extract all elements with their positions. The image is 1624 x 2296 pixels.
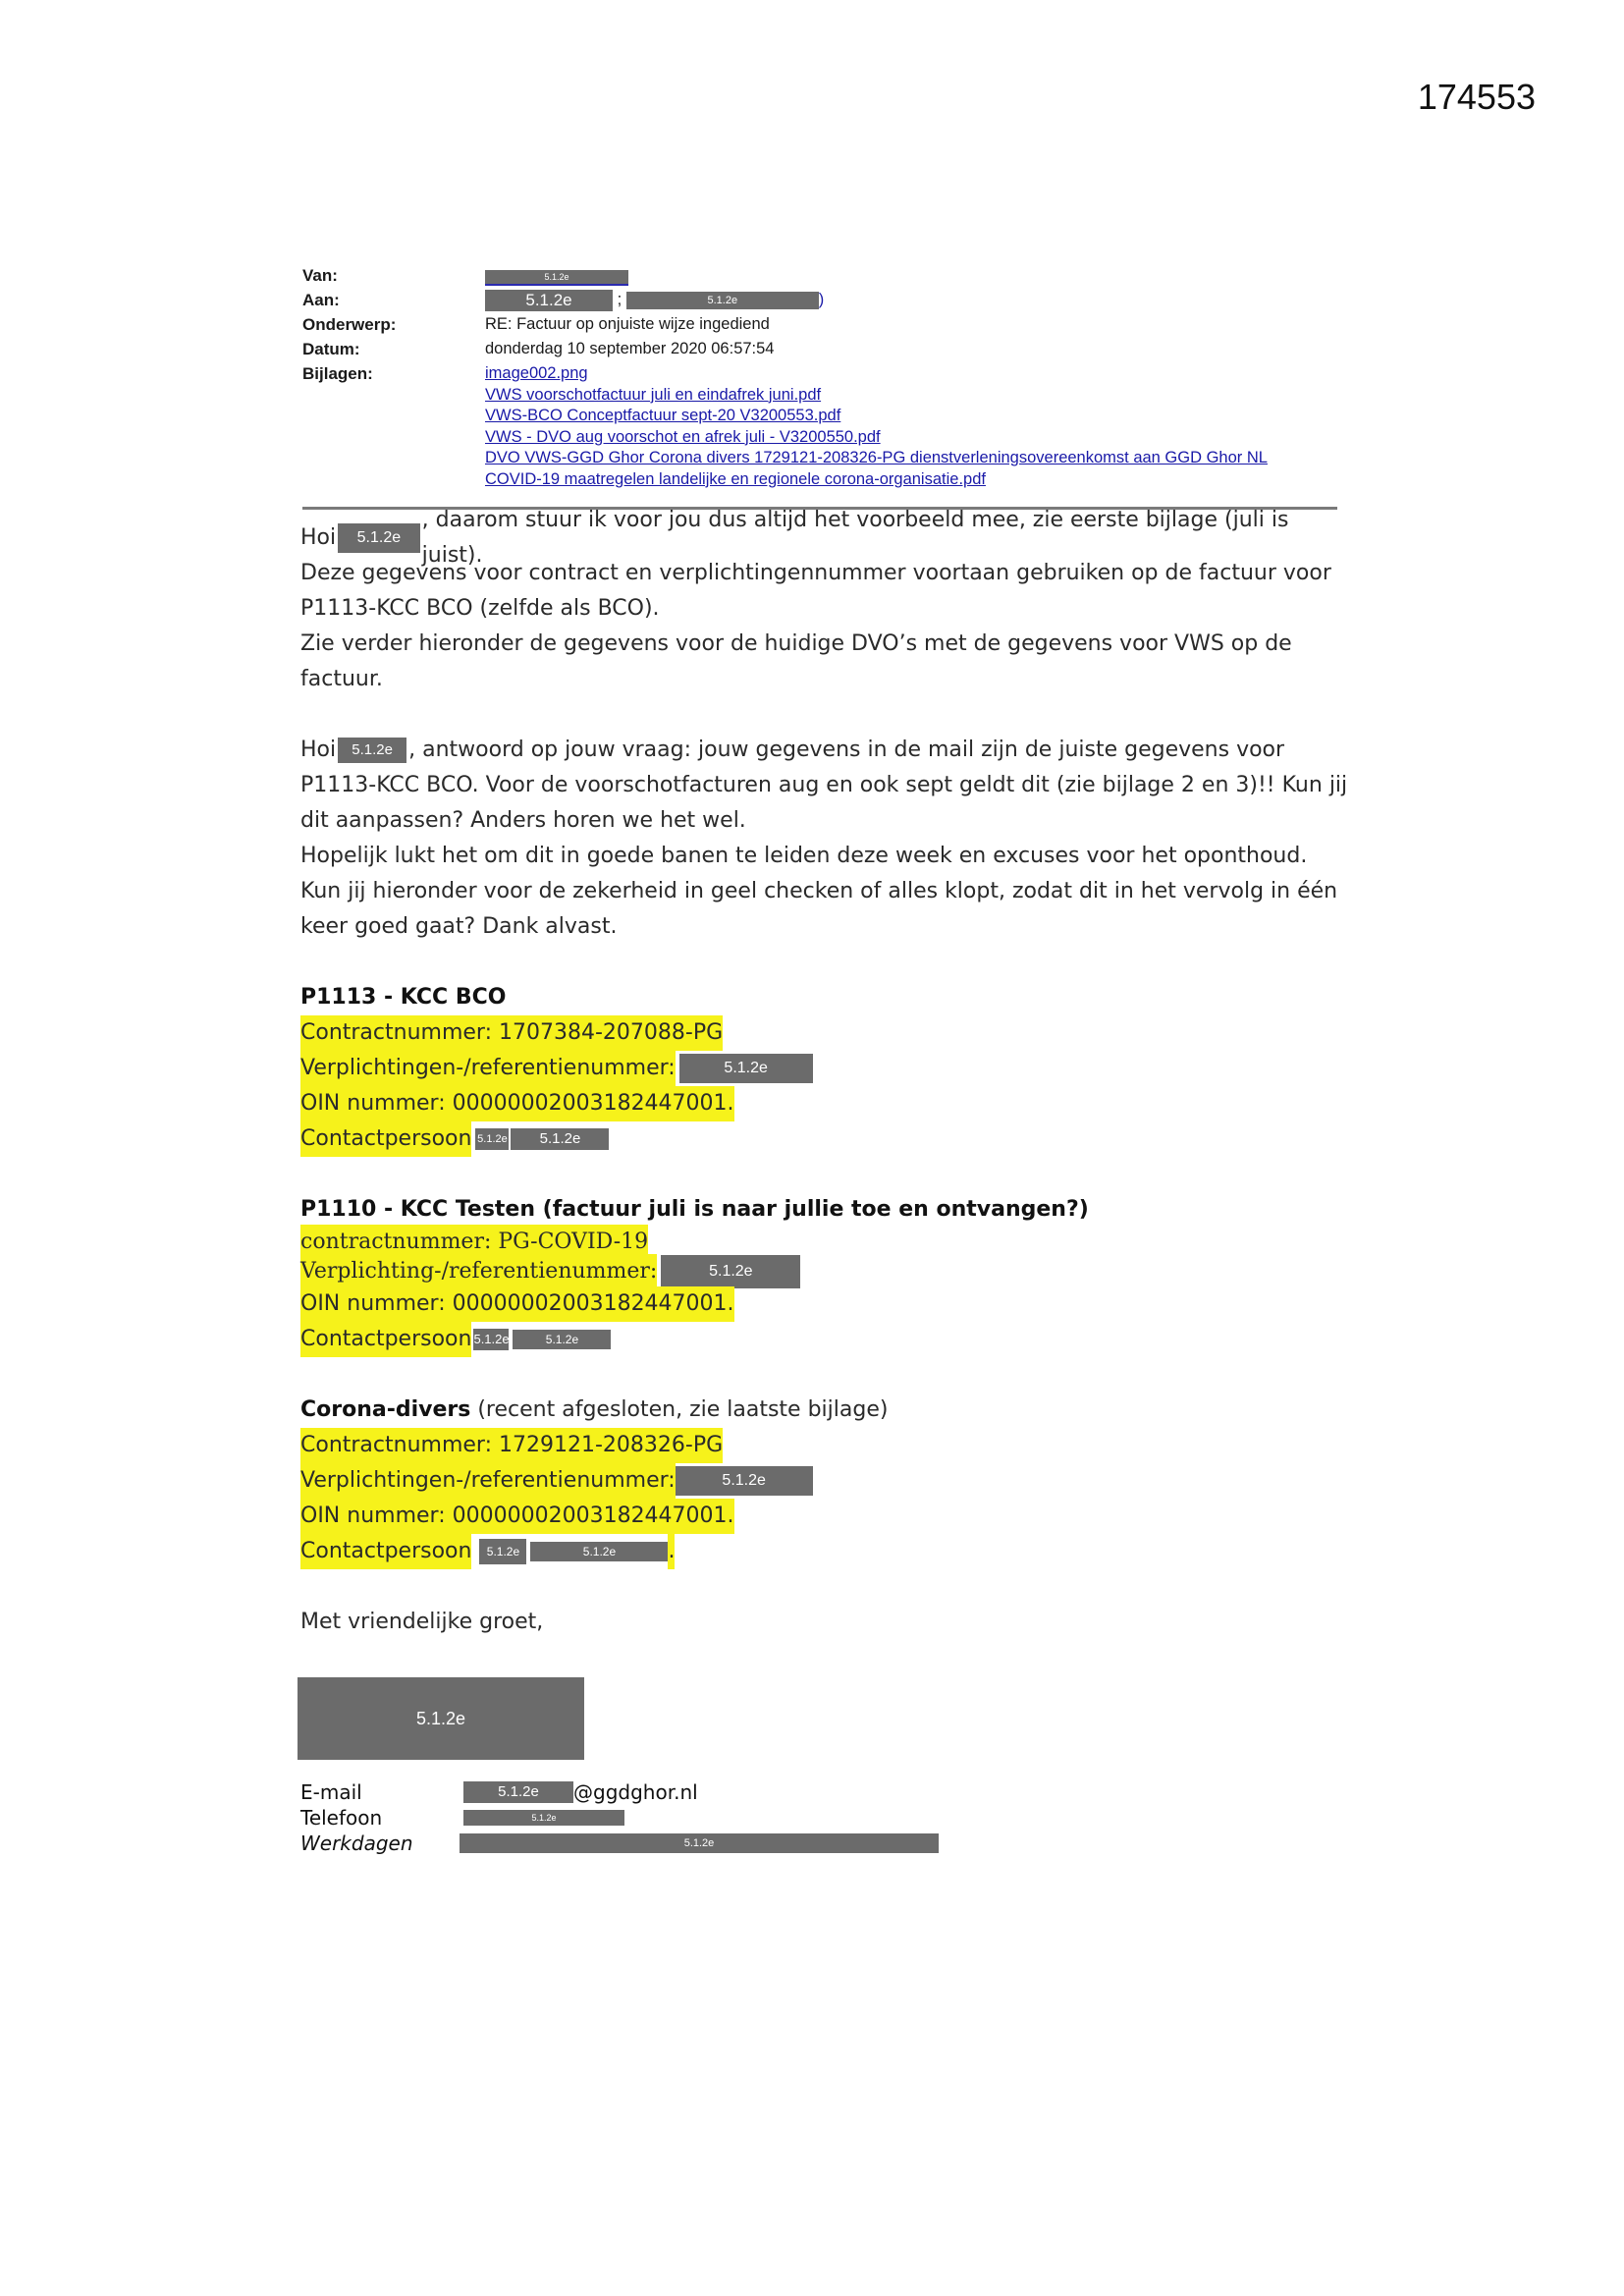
oin-number: OIN nummer: 00000002003182447001. [300, 1086, 1351, 1121]
body-line: dit aanpassen? Anders horen we het wel. [300, 808, 746, 833]
to-close: ) [818, 291, 825, 308]
from-label: Van: [302, 266, 338, 285]
body-line: Hopelijk lukt het om dit in goede banen te leiden deze week en excuses voor het oponthoud. [300, 844, 1308, 868]
redacted-to-address: 5.1.2e [626, 292, 819, 309]
redacted-name: 5.1.2e [338, 523, 420, 553]
oin-number: OIN nummer: 00000002003182447001. [300, 1286, 1351, 1322]
obligation-number: Verplichtingen-/referentienummer: 5.1.2e [300, 1051, 1351, 1086]
redacted-obligation: 5.1.2e [679, 1054, 813, 1083]
redacted-contact-name: 5.1.2e [530, 1542, 668, 1561]
attachment-link[interactable]: DVO VWS-GGD Ghor Corona divers 1729121-208326-PG dienstverleningsovereenkomst aan GGD Ghor NL [485, 449, 1268, 466]
date-value: donderdag 10 september 2020 06:57:54 [485, 340, 775, 357]
closing: Met vriendelijke groet, [300, 1610, 544, 1634]
attachment-link[interactable]: VWS - DVO aug voorschot en afrek juli - V3200550.pdf [485, 427, 881, 446]
attachment-link[interactable]: VWS-BCO Conceptfactuur sept-20 V3200553.pdf [485, 407, 841, 424]
redacted-phone: 5.1.2e [463, 1810, 624, 1826]
contact-person: Contactpersoon 5.1.2e 5.1.2e . [300, 1534, 1351, 1569]
email-header [302, 263, 1343, 490]
body-line: Deze gegevens voor contract en verplichtingennummer voortaan gebruiken op de factuur voor [300, 561, 1331, 585]
signature-workdays-row: Werkdagen 5.1.2e [300, 1831, 939, 1856]
redacted-email-user: 5.1.2e [463, 1781, 573, 1803]
oin-number: OIN nummer: 00000002003182447001. [300, 1499, 1351, 1534]
body-line: keer goed gaat? Dank alvast. [300, 914, 618, 939]
redacted-contact-initials: 5.1.2e [475, 1128, 509, 1150]
redacted-from: 5.1.2e [485, 270, 628, 286]
redacted-contact-name: 5.1.2e [511, 1128, 609, 1150]
from-row [302, 263, 1343, 288]
attachments-label: Bijlagen: [302, 364, 373, 383]
attachment-link[interactable]: COVID-19 maatregelen landelijke en regionele corona-organisatie.pdf [485, 469, 986, 488]
date-label: Datum: [302, 340, 360, 358]
email-body [300, 508, 1351, 1640]
signature-phone-row: Telefoon 5.1.2e [300, 1805, 939, 1831]
redacted-contact-initials: 5.1.2e [479, 1539, 526, 1564]
body-line: Zie verder hieronder de gegevens voor de huidige DVO’s met de gegevens voor VWS op de [300, 631, 1292, 656]
to-row [302, 288, 1343, 312]
obligation-number: Verplichting-/referentienummer: 5.1.2e [300, 1257, 1351, 1286]
body-line: factuur. [300, 667, 383, 691]
document-number: 174553 [1417, 77, 1536, 117]
section-title: P1113 - KCC BCO [300, 985, 507, 1010]
to-separator: ; [617, 291, 623, 308]
date-row [302, 337, 1343, 361]
redacted-contact-initials: 5.1.2e [473, 1329, 509, 1350]
contact-person: Contactpersoon 5.1.2e 5.1.2e [300, 1322, 1351, 1357]
signature-block [300, 1779, 939, 1856]
contract-number: Contractnummer: 1729121-208326-PG [300, 1428, 1351, 1463]
subject-label: Onderwerp: [302, 315, 397, 334]
redacted-name: 5.1.2e [338, 738, 406, 763]
attachment-link[interactable]: VWS voorschotfactuur juli en eindafrek juni.pdf [485, 385, 822, 404]
signature-email-row: E-mail 5.1.2e @ggdghor.nl [300, 1780, 698, 1804]
body-line: Kun jij hieronder voor de zekerheid in geel checken of alles klopt, zodat dit in het vervolg in één [300, 879, 1338, 903]
subject-value: RE: Factuur op onjuiste wijze ingediend [485, 315, 770, 333]
redacted-contact-name: 5.1.2e [513, 1330, 611, 1349]
redacted-obligation: 5.1.2e [676, 1466, 813, 1496]
contract-number: contractnummer: PG-COVID-19 [300, 1228, 1351, 1257]
obligation-number: Verplichtingen-/referentienummer: 5.1.2e [300, 1463, 1351, 1499]
to-label: Aan: [302, 291, 340, 309]
subject-row [302, 312, 1343, 337]
attachment-link[interactable]: image002.png [485, 364, 588, 382]
contact-person: Contactpersoon 5.1.2e 5.1.2e [300, 1121, 1351, 1157]
redacted-workdays: 5.1.2e [460, 1833, 939, 1853]
contract-number: Contractnummer: 1707384-207088-PG [300, 1015, 1351, 1051]
body-line: Hoi 5.1.2e , daarom stuur ik voor jou dus altijd het voorbeeld mee, zie eerste bijlage (juli is juist). [300, 508, 1289, 568]
section-title: Corona-divers (recent afgesloten, zie laatste bijlage) [300, 1397, 889, 1422]
redacted-to-name: 5.1.2e [485, 290, 613, 311]
body-line: Hoi 5.1.2e , antwoord op jouw vraag: jouw gegevens in de mail zijn de juiste gegevens voor [300, 738, 1285, 762]
section-title: P1110 - KCC Testen (factuur juli is naar jullie toe en ontvangen?) [300, 1197, 1089, 1222]
redacted-obligation: 5.1.2e [661, 1255, 800, 1288]
attachments-row [302, 361, 1343, 490]
body-line: P1113-KCC BCO. Voor de voorschotfacturen aug en ook sept geldt dit (zie bijlage 2 en 3)!! Kun jij [300, 773, 1348, 797]
redacted-signature-name: 5.1.2e [298, 1677, 584, 1760]
body-line: P1113-KCC BCO (zelfde als BCO). [300, 596, 660, 621]
